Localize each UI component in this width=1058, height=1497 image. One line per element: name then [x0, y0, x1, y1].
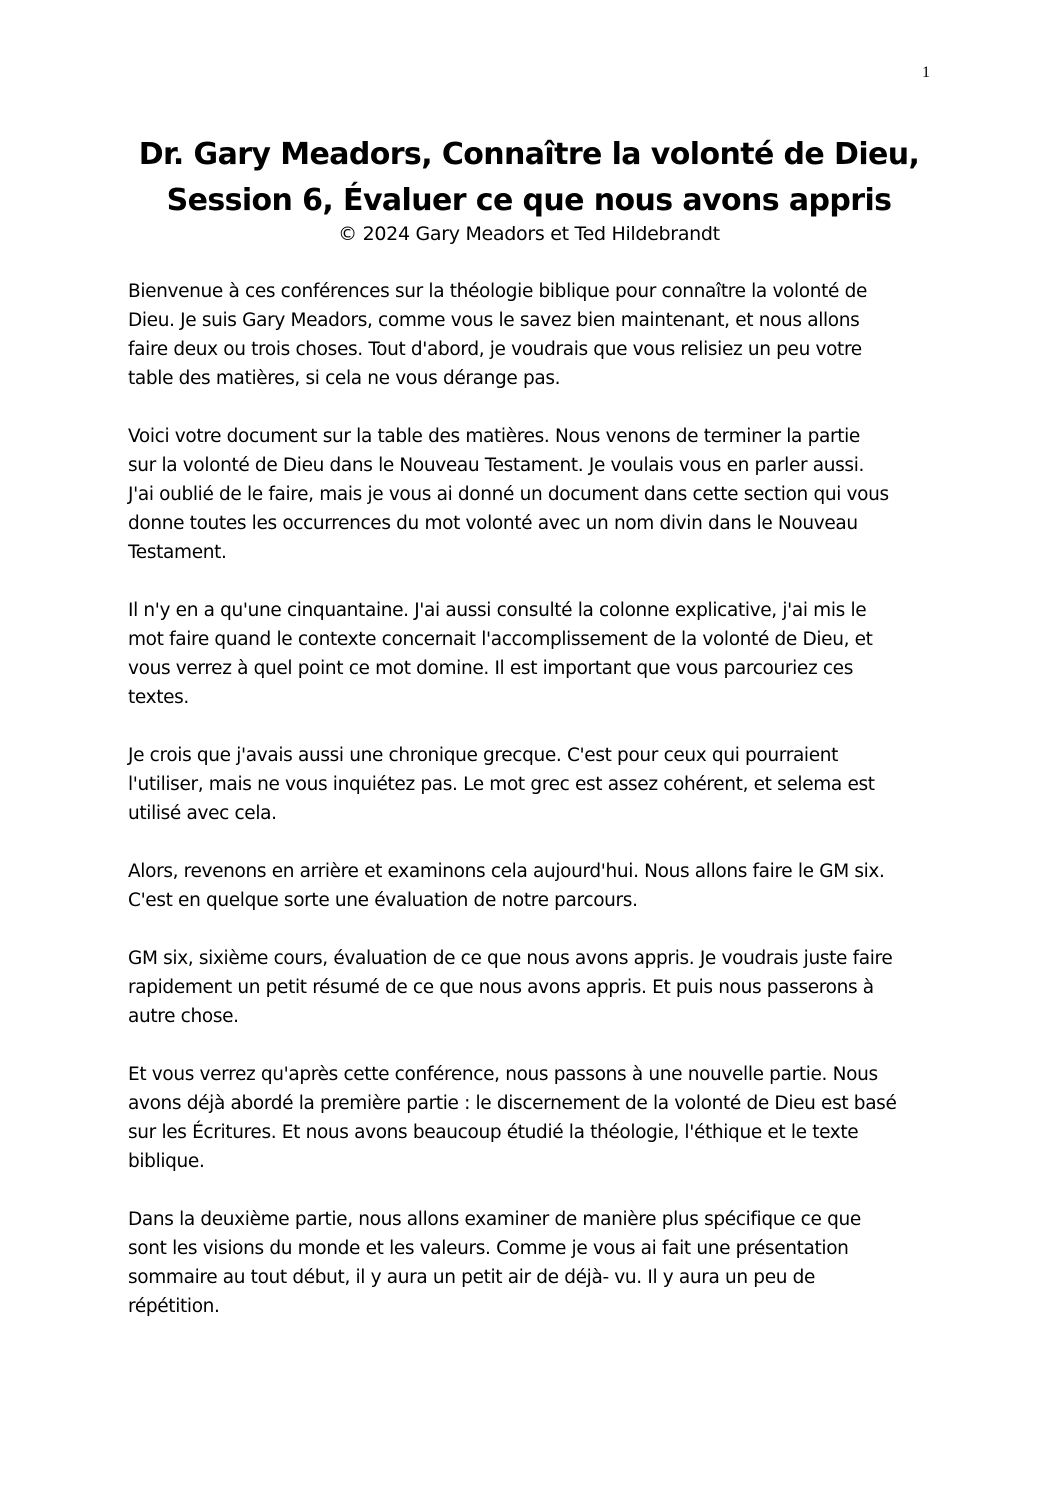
- text-line: répétition.: [128, 1296, 220, 1317]
- paragraph-4: [128, 741, 938, 828]
- text-line: sommaire au tout début, il y aura un petit air de déjà- vu. Il y aura un peu de: [128, 1267, 816, 1288]
- paragraph-5: [128, 857, 938, 915]
- text-line: donne toutes les occurrences du mot volonté avec un nom divin dans le Nouveau: [128, 513, 858, 534]
- paragraph-3: [128, 596, 938, 712]
- text-line: biblique.: [128, 1151, 205, 1172]
- document-body: [128, 277, 938, 1350]
- text-line: mot faire quand le contexte concernait l'accomplissement de la volonté de Dieu, et: [128, 629, 873, 650]
- text-line: sont les visions du monde et les valeurs. Comme je vous ai fait une présentation: [128, 1238, 849, 1259]
- text-line: vous verrez à quel point ce mot domine. Il est important que vous parcouriez ces: [128, 658, 853, 679]
- text-line: l'utiliser, mais ne vous inquiétez pas. Le mot grec est assez cohérent, et selema est: [128, 774, 875, 795]
- text-line: Voici votre document sur la table des matières. Nous venons de terminer la partie: [128, 426, 860, 447]
- text-line: Alors, revenons en arrière et examinons cela aujourd'hui. Nous allons faire le GM six.: [128, 861, 885, 882]
- text-line: rapidement un petit résumé de ce que nous avons appris. Et puis nous passerons à: [128, 977, 874, 998]
- text-line: avons déjà abordé la première partie : le discernement de la volonté de Dieu est basé: [128, 1093, 897, 1114]
- text-line: Dieu. Je suis Gary Meadors, comme vous le savez bien maintenant, et nous allons: [128, 310, 860, 331]
- document-title-line-1: Dr. Gary Meadors, Connaître la volonté de Dieu,: [138, 137, 920, 172]
- text-line: Bienvenue à ces conférences sur la théologie biblique pour connaître la volonté de: [128, 281, 868, 302]
- document-title-line-2: Session 6, Évaluer ce que nous avons appris: [166, 183, 892, 218]
- text-line: Dans la deuxième partie, nous allons examiner de manière plus spécifique ce que: [128, 1209, 861, 1230]
- paragraph-2: [128, 422, 938, 567]
- paragraph-1: [128, 277, 938, 393]
- paragraph-6: [128, 944, 938, 1031]
- text-line: textes.: [128, 687, 189, 708]
- text-line: Il n'y en a qu'une cinquantaine. J'ai aussi consulté la colonne explicative, j'ai mis le: [128, 600, 867, 621]
- text-line: J'ai oublié de le faire, mais je vous ai donné un document dans cette section qui vous: [128, 484, 889, 505]
- copyright-notice: © 2024 Gary Meadors et Ted Hildebrandt: [338, 223, 720, 245]
- text-line: GM six, sixième cours, évaluation de ce que nous avons appris. Je voudrais juste faire: [128, 948, 893, 969]
- text-line: Testament.: [128, 542, 227, 563]
- text-line: C'est en quelque sorte une évaluation de notre parcours.: [128, 890, 638, 911]
- paragraph-8: [128, 1205, 938, 1321]
- text-line: utilisé avec cela.: [128, 803, 277, 824]
- text-line: table des matières, si cela ne vous dérange pas.: [128, 368, 561, 389]
- text-line: faire deux ou trois choses. Tout d'abord, je voudrais que vous relisiez un peu votre: [128, 339, 862, 360]
- page-number: 1: [922, 64, 930, 81]
- paragraph-7: [128, 1060, 938, 1176]
- text-line: Je crois que j'avais aussi une chronique grecque. C'est pour ceux qui pourraient: [128, 745, 839, 766]
- document-header: [100, 132, 958, 246]
- text-line: Et vous verrez qu'après cette conférence, nous passons à une nouvelle partie. Nous: [128, 1064, 878, 1085]
- text-line: autre chose.: [128, 1006, 239, 1027]
- text-line: sur la volonté de Dieu dans le Nouveau Testament. Je voulais vous en parler aussi.: [128, 455, 865, 476]
- text-line: sur les Écritures. Et nous avons beaucoup étudié la théologie, l'éthique et le texte: [128, 1122, 859, 1143]
